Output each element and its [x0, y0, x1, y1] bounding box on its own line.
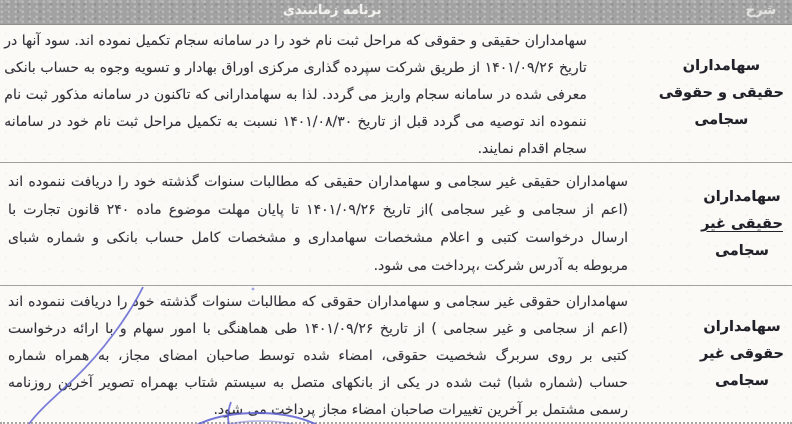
header-description-label: شرح [745, 3, 776, 18]
row-label [630, 286, 792, 422]
row-label-line: سهامداران [703, 318, 781, 335]
content-line: سهامداران حقوقی غیر سجامی و سهامداران حقوقی که مطالبات سنوات گذشته خود را دریافت ننموده اند [8, 294, 628, 310]
content-line: مربوطه به آدرس شرکت ،پرداخت می شود. [373, 258, 628, 274]
table-row [0, 25, 792, 163]
content-line: کتبی بر روی سربرگ شخصیت حقوقی، امضاء شده توسط صاحبان امضای مجاز، به همراه شماره [8, 348, 628, 364]
content-line: سهامداران حقیقی و حقوقی که مراحل ثبت نام خود را در سامانه سجام تکمیل نموده اند. سود آنها در [4, 33, 587, 49]
content-line: حساب (شماره شبا) ثبت شده در یکی از بانکهای متصل به سیستم شتاب بهمراه تصویر آخرین روزنامه [8, 375, 628, 391]
table-row [0, 286, 792, 424]
row-label-line: سجامی [715, 242, 769, 259]
content-line: ننموده اند توصیه می گردد قبل از تاریخ ۱۴۰۱/۰۸/۳۰ نسبت به تکمیل مراحل ثبت نام خود در سامانه [4, 114, 587, 130]
row-label-line: سهامداران [682, 58, 761, 74]
row-label-line: حقوقی غیر [699, 345, 784, 362]
row-content [0, 25, 589, 162]
content-line: (اعم از سجامی و غیر سجامی ) از تاریخ ۱۴۰۱/۰۹/۲۶ طی هماهنگی با امور سهام و با ارائه درخواست [8, 321, 628, 337]
row-label-line: حقیقی غیر [701, 215, 783, 232]
content-line: ارسال درخواست کتبی و اعلام مشخصات سهامداری و مشخصات کامل حساب بانکی و شماره شبای [8, 230, 628, 246]
header-schedule-label: برنامه زمانبندی [283, 3, 382, 18]
row-label [589, 25, 792, 162]
row-label-line: سهامداران [703, 188, 781, 205]
row-label-line: سجامی [694, 112, 749, 128]
row-label-line: حقیقی و حقوقی [658, 85, 784, 101]
content-line: سهامداران حقیقی غیر سجامی و سهامداران حقیقی که مطالبات سنوات گذشته خود را دریافت ننموده اند [8, 174, 628, 190]
row-label [630, 163, 792, 285]
content-line: رسمی مشتمل بر آخرین تغییرات صاحبان امضاء مجاز پرداخت می شود. [213, 402, 628, 418]
content-line: معرفی شده در سامانه سجام واریز می گردد. لذا به سهامدارانی که تاکنون در سامانه مذکور ثبت نام [4, 87, 587, 103]
content-line: (اعم از سجامی و غیر سجامی )از تاریخ ۱۴۰۱/۰۹/۲۶ تا پایان مهلت موضوع ماده ۲۴۰ قانون تجارت با [8, 202, 628, 218]
row-content [0, 163, 630, 285]
table-header [0, 0, 792, 25]
row-label-line: سجامی [715, 372, 769, 389]
content-line: سجام اقدام نمایند. [477, 141, 587, 157]
row-content [0, 286, 630, 422]
content-line: تاریخ ۱۴۰۱/۰۹/۲۶ از طریق شرکت سپرده گذاری مرکزی اوراق بهادار و تسویه وجوه به حساب بانکی [4, 60, 587, 76]
table-row [0, 163, 792, 286]
